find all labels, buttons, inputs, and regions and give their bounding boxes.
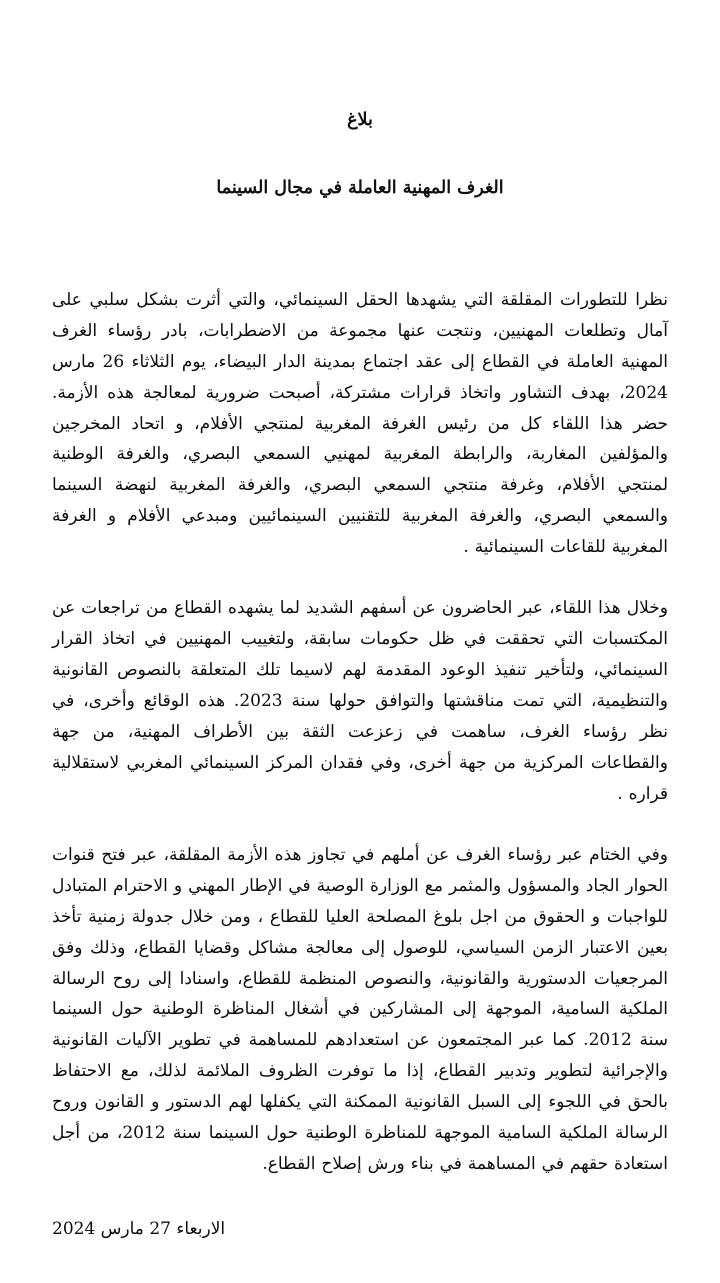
body-paragraph: وخلال هذا اللقاء، عبر الحاضرون عن أسفهم الشديد لما يشهده القطاع من تراجعات عن المكتسبات التي تحققت في ظل حكومات سابقة، ولتغييب المهنيين في اتخاذ القرار السينمائي، ولتأخير تنفيذ الوعود المقدمة لهم لاسيما تلك المتعلقة بالنصوص القانونية والتنظيمية، التي تمت مناقشتها والتوافق حولها سنة 2023. هذه الوقائع وأخرى، في نظر رؤساء الغرف، ساهمت في زعزعت الثقة بين الأطراف المهنية، من جهة والقطاعات المركزية من جهة أخرى، وفي فقدان المركز السينمائي المغربي لاستقلالية قراره .: [52, 598, 668, 804]
document-subtitle: الغرف المهنية العاملة في مجال السينما: [216, 177, 504, 198]
document-kicker: بلاغ: [347, 110, 373, 130]
document-date: الاربعاء 27 مارس 2024: [52, 1218, 226, 1239]
document-footer: [52, 1216, 668, 1243]
body-paragraph: وفي الختام عبر رؤساء الغرف عن أملهم في تجاوز هذه الأزمة المقلقة، عبر فتح قنوات الحوار الجاد والمسؤول والمثمر مع الوزارة الوصية في الإطار المهني و الاحترام المتبادل للواجبات و الحقوق من اجل بلوغ المصلحة العليا للقطاع ، ومن خلال جدولة زمنية تأخذ بعين الاعتبار الزمن السياسي، للوصول إلى معالجة مشاكل وقضايا القطاع، وذلك وفق المرجعيات الدستورية والقانونية، والنصوص المنظمة للقطاع، واسنادا إلى روح الرسالة الملكية السامية، الموجهة إلى المشاركين في أشغال المناظرة الوطنية حول السينما سنة 2012. كما عبر المجتمعون عن استعدادهم للمساهمة في تطوير الآليات القانونية والإجرائية لتطوير وتدبير القطاع، إذا ما توفرت الظروف الملائمة لذلك، مع الاحتفاظ بالحق في اللجوء إلى السبل القانونية الممكنة التي يكفلها لهم الدستور و القانون وروح الرسالة الملكية السامية الموجهة للمناظرة الوطنية حول السينما سنة 2012، من أجل استعادة حقهم في المساهمة في بناء ورش إصلاح القطاع.: [52, 844, 669, 1175]
document-header: [52, 0, 668, 201]
body-paragraph: نظرا للتطورات المقلقة التي يشهدها الحقل السينمائي، والتي أثرت بشكل سلبي على آمال وتطلعات المهنيين، ونتجت عنها مجموعة من الاضطرابات، بادر رؤساء الغرف المهنية العاملة في القطاع إلى عقد اجتماع بمدينة الدار البيضاء، يوم الثلاثاء 26 مارس 2024، بهدف التشاور واتخاذ قرارات مشتركة، أصبحت ضرورية لمعالجة هذه الأزمة. حضر هذا اللقاء كل من رئيس الغرفة المغربية لمنتجي الأفلام، و اتحاد المخرجين والمؤلفين المغاربة، والرابطة المغربية لمهنيي السمعي البصري، والغرفة الوطنية لمنتجي الأفلام، وغرفة منتجي السمعي البصري، والغرفة المغربية لنهضة السينما والسمعي البصري، والغرفة المغربية للتقنيين السينمائيين ومبدعي الأفلام و الغرفة المغربية للقاعات السينمائية .: [52, 289, 669, 558]
document-body: [52, 285, 668, 1180]
